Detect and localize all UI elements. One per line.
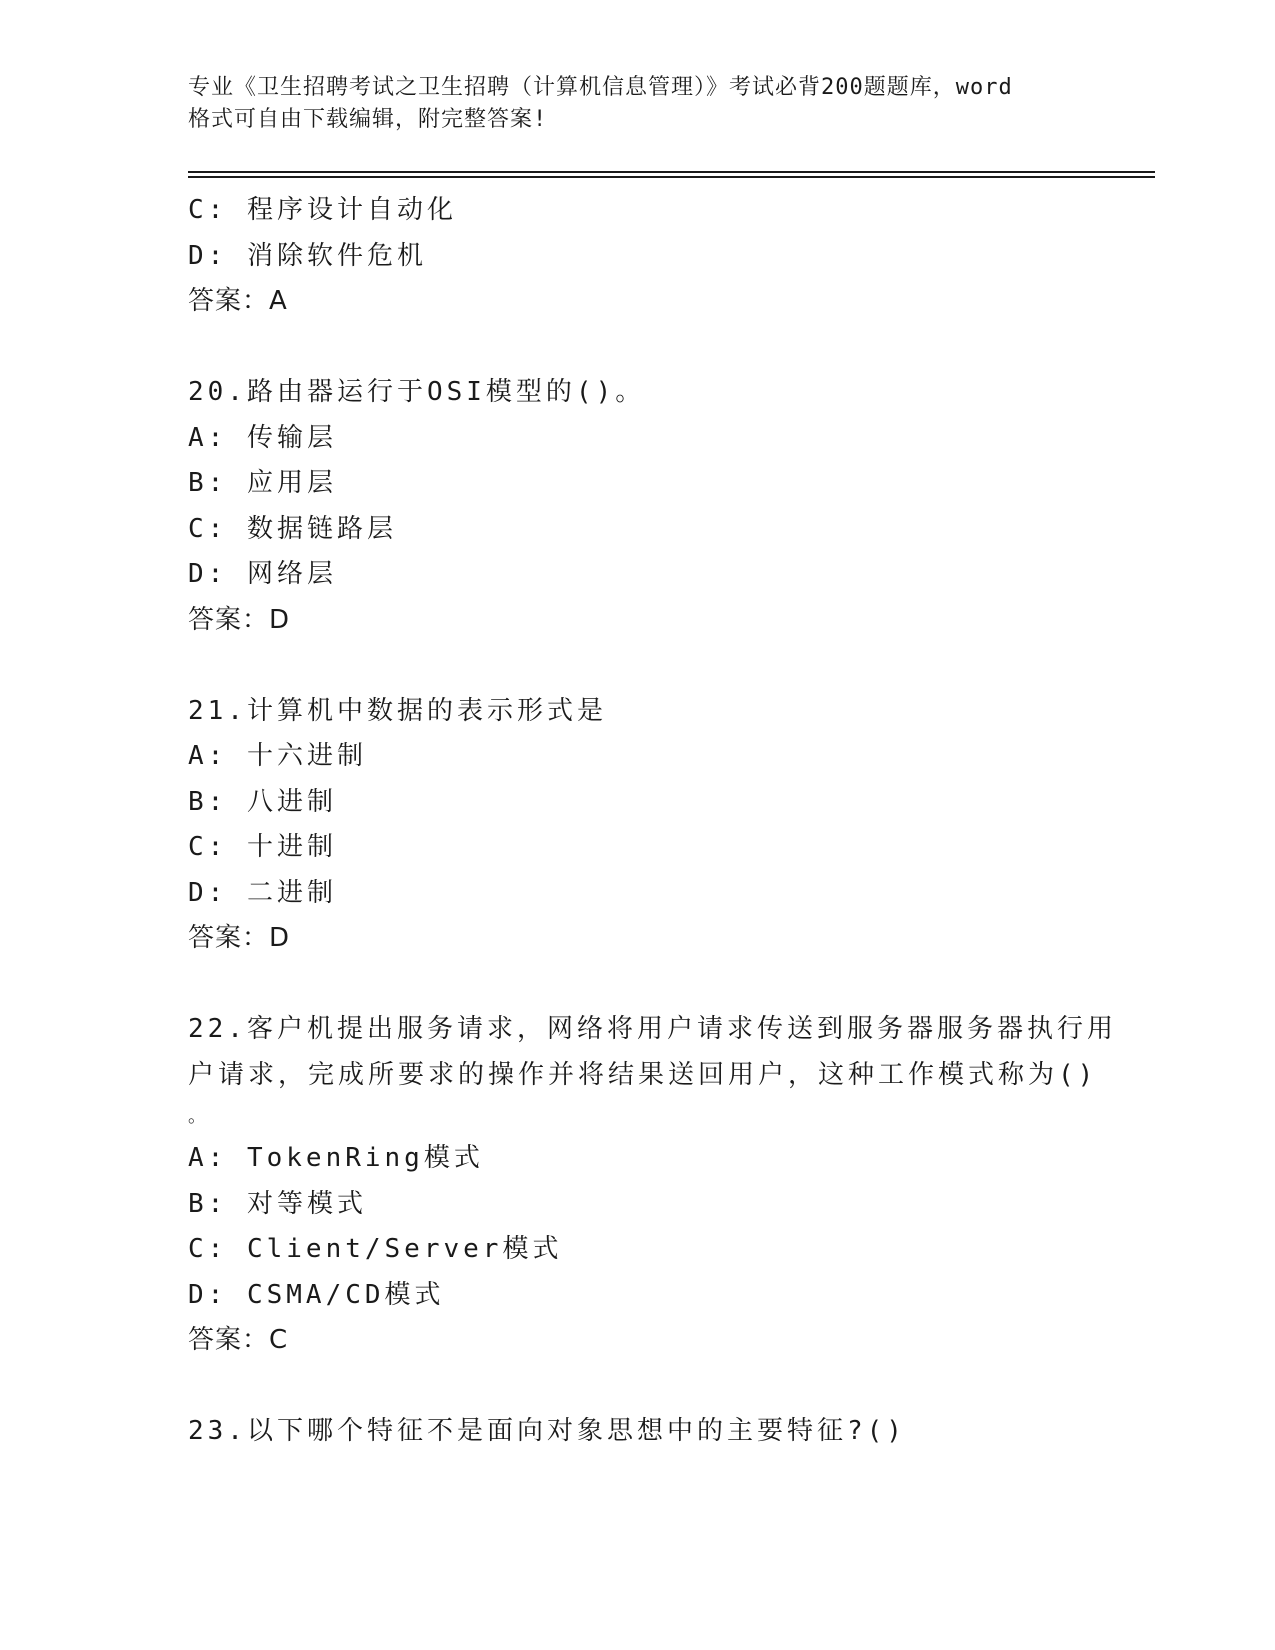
option-b: B: 应用层 [188, 468, 337, 498]
header-rule-top [188, 171, 1155, 173]
option-d: D: 二进制 [188, 877, 337, 908]
header-line-2: 格式可自由下载编辑，附完整答案! [188, 107, 548, 132]
answer: 答案：D [188, 604, 291, 635]
option-c: C: 十进制 [188, 832, 337, 862]
option-a: A: 十六进制 [188, 741, 367, 771]
option-c: C: 程序设计自动化 [188, 195, 457, 225]
header-line-1: 专业《卫生招聘考试之卫生招聘（计算机信息管理）》考试必背200题题库，word [188, 75, 1013, 100]
question-stem-20: 20.路由器运行于OSI模型的()。 [188, 377, 646, 407]
document-header [188, 72, 1088, 136]
option-c: C: 数据链路层 [188, 513, 397, 544]
question-stem-23: 23.以下哪个特征不是面向对象思想中的主要特征?() [188, 1416, 906, 1446]
answer: 答案：C [188, 1325, 289, 1355]
header-rule-bottom [188, 176, 1155, 178]
question-stem-21: 21.计算机中数据的表示形式是 [188, 695, 607, 726]
option-d: D: CSMA/CD模式 [188, 1279, 445, 1310]
option-d: D: 网络层 [188, 559, 337, 589]
option-a: A: TokenRing模式 [188, 1143, 484, 1173]
question-list [188, 188, 1117, 1455]
answer: 答案：D [188, 923, 291, 953]
question-stem-22-line-3: 。 [188, 1106, 210, 1127]
option-d: D: 消除软件危机 [188, 240, 427, 271]
option-c: C: Client/Server模式 [188, 1234, 563, 1264]
question-stem-22-line-2: 户请求，完成所要求的操作并将结果送回用户，这种工作模式称为() [188, 1059, 1098, 1090]
option-b: B: 八进制 [188, 786, 337, 817]
option-b: B: 对等模式 [188, 1188, 367, 1219]
question-stem-22-line-1: 22.客户机提出服务请求，网络将用户请求传送到服务器服务器执行用 [188, 1014, 1117, 1044]
answer: 答案：A [188, 286, 288, 316]
option-a: A: 传输层 [188, 422, 337, 453]
